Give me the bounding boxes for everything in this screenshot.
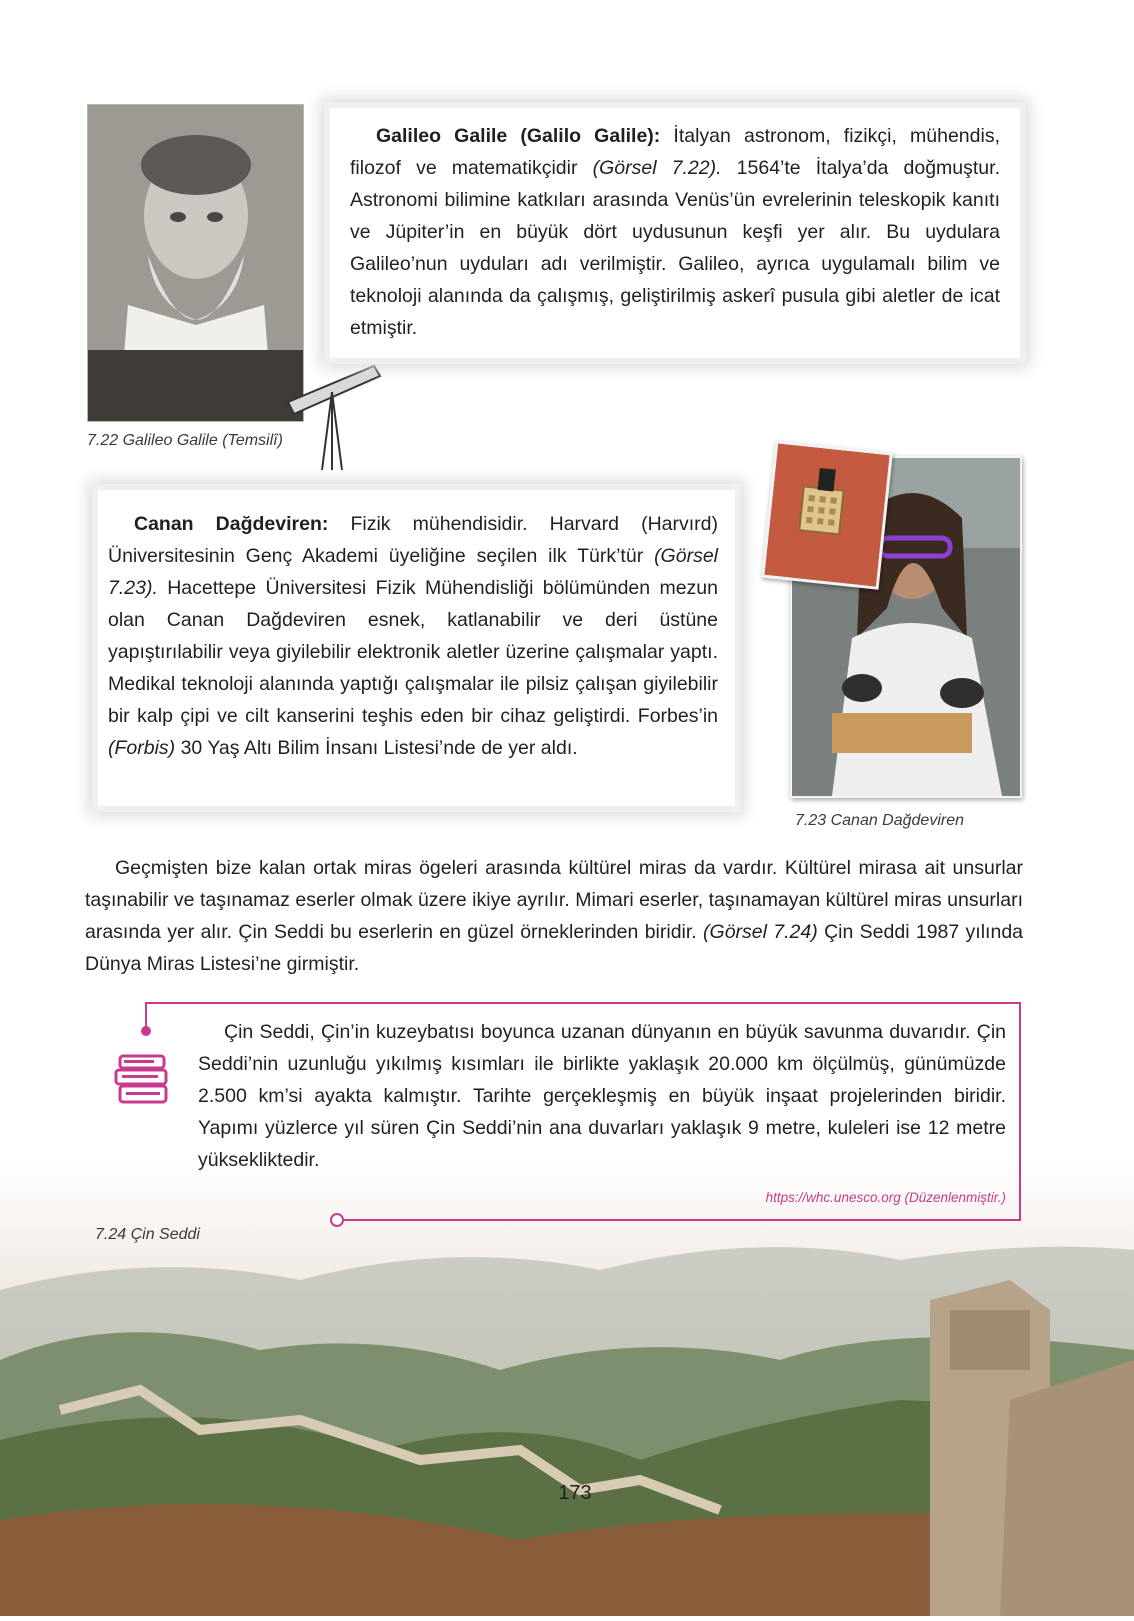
canan-forbis: (Forbis) bbox=[108, 737, 176, 759]
galileo-name: Galileo Galile (Galilo Galile): bbox=[376, 125, 661, 147]
main-paragraph bbox=[85, 852, 1023, 980]
source-link[interactable]: https://whc.unesco.org (Düzenlenmiştir.) bbox=[765, 1190, 1006, 1205]
books-icon bbox=[114, 1050, 172, 1108]
canan-text-2: Hacettepe Üniversitesi Fizik Mühendisliği bölümünden mezun olan Canan Dağdeviren esnek, katlanabilir ve deri üstüne yapıştırılabilir veya giyilebilir elektronik aletler üzerine çalışmalar yaptı. Medikal teknoloji alanında yaptığı çalışmalar ile pilsiz çalışan giyilebilir bir kalp çipi ve cilt kanserini teşhis eden bir cihaz geliştirdi. Forbes’in bbox=[108, 577, 718, 727]
page-number: 173 bbox=[558, 1482, 592, 1504]
main-text-2: Çin Seddi 1987 yılında Dünya Miras Listesi’ne girmiştir. bbox=[85, 921, 1024, 975]
info-border-top bbox=[145, 1002, 1021, 1004]
info-dot-top bbox=[141, 1026, 151, 1036]
info-text: Çin Seddi, Çin’in kuzeybatısı boyunca uzanan dünyanın en büyük savunma duvarıdır. Çin Seddi’nin uzunluğu yıkılmış kısımları ile birlikte yaklaşık 20.000 km ölçülmüş, günümüzde 2.500 km’si ayakta kalmıştır. Tarihte gerçekleşmiş en büyük inşaat projelerinden biridir. Yapımı yüzlerce yıl süren Çin Seddi’nin ana duvarları yaklaşık 9 metre, kuleleri ise 12 metre yüksekliktedir. bbox=[198, 1021, 1006, 1171]
galileo-text-1: İtalyan astronom, fizikçi, mühendis, filozof ve matematikçidir bbox=[350, 125, 1000, 179]
canan-bio bbox=[108, 508, 718, 764]
chip-photo bbox=[761, 440, 893, 590]
canan-text-1: Fizik mühendisidir. Harvard (Harvırd) Üniversitesinin Genç Akademi üyeliğine seçilen ilk Türk’tür bbox=[108, 513, 718, 567]
canan-text-3: 30 Yaş Altı Bilim İnsanı Listesi’nde de yer aldı. bbox=[175, 737, 578, 759]
main-ref: (Görsel 7.24) bbox=[703, 921, 818, 943]
telescope-icon bbox=[282, 362, 392, 474]
galileo-bio bbox=[350, 120, 1000, 344]
info-border-bottom bbox=[343, 1219, 1021, 1221]
info-border-right bbox=[1019, 1002, 1021, 1220]
galileo-text-2: 1564’te İtalya’da doğmuştur. Astronomi bilimine katkıları arasında Venüs’ün evrelerinin teleskopik kanıtı ve Jüpiter’in en büyük dört uydusunun keşfi yer alır. Bu uydulara Galileo’nun uyduları adı verilmiştir. Galileo, ayrıca uygulamalı bilim ve teknoloji alanında da çalışmış, geliştirilmiş askerî pusula gibi aletler de icat etmiştir. bbox=[350, 157, 1000, 339]
galileo-caption: 7.22 Galileo Galile (Temsilî) bbox=[87, 432, 283, 449]
canan-caption: 7.23 Canan Dağdeviren bbox=[795, 812, 965, 829]
info-dot-bottom bbox=[330, 1213, 344, 1227]
galileo-portrait bbox=[87, 104, 304, 422]
canan-name: Canan Dağdeviren: bbox=[134, 513, 329, 535]
canan-ref: (Görsel 7.23). bbox=[108, 545, 718, 599]
wall-caption: 7.24 Çin Seddi bbox=[95, 1226, 200, 1243]
info-border-left bbox=[145, 1002, 147, 1028]
main-text-1: Geçmişten bize kalan ortak miras ögeleri arasında kültürel miras da vardır. Kültürel mirasa ait unsurlar taşınabilir ve taşınamaz eserler olmak üzere ikiye ayrılır. Mimari eserler, taşınamayan kültürel miras unsurları arasında yer alır. Çin Seddi bu eserlerin en güzel örneklerinden biridir. bbox=[85, 857, 1023, 943]
galileo-ref: (Görsel 7.22). bbox=[592, 157, 722, 179]
